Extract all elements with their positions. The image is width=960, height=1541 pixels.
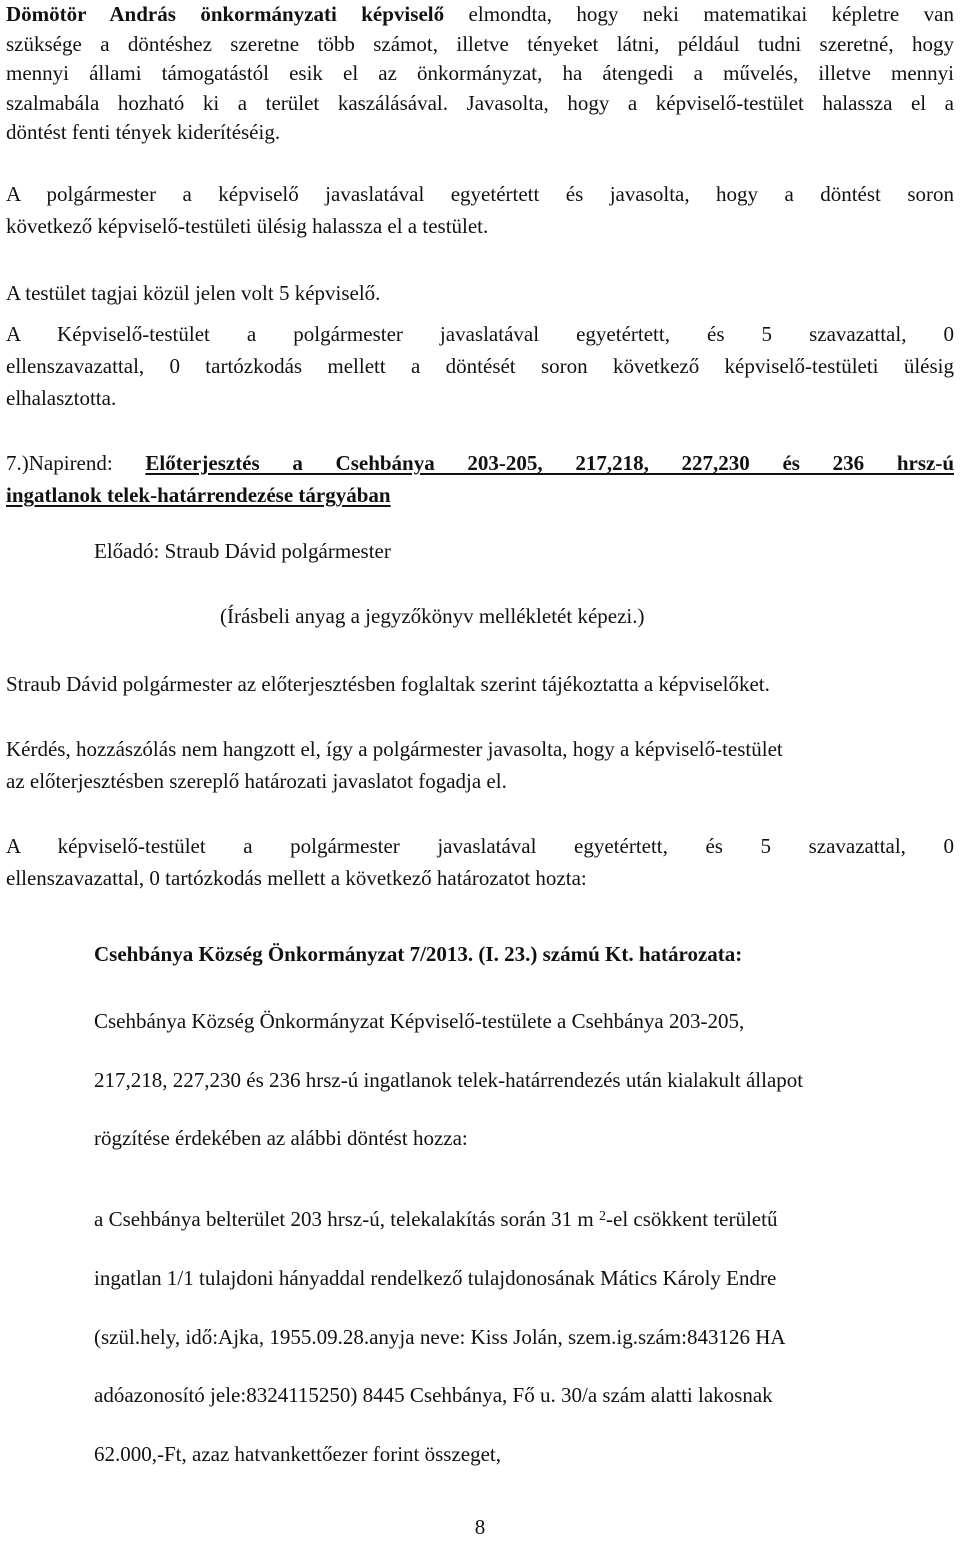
- resolution-item-line-2: ingatlan 1/1 tulajdoni hányaddal rendelkező tulajdonosának Mátics Károly Endre: [94, 1265, 777, 1290]
- unit-superscript: 2: [599, 1209, 607, 1224]
- speaker-name: Dömötör András önkormányzati képviselő: [6, 2, 445, 26]
- paragraph-2-line-2: következő képviselő-testületi ülésig halassza el a testület.: [6, 214, 489, 238]
- resolution-item-line-4: adóazonosító jele:8324115250) 8445 Csehbánya, Fő u. 30/a szám alatti lakosnak: [94, 1383, 773, 1408]
- paragraph-7: [6, 830, 954, 894]
- presenter-line: Előadó: Straub Dávid polgármester: [94, 539, 391, 563]
- agenda-line-2: [6, 479, 954, 511]
- page-number: 8: [474, 1515, 486, 1539]
- paragraph-1-line-2: szüksége a döntéshez szeretne több számot, illetve tényeket látni, például tudni szeretné, hogy: [6, 31, 954, 56]
- paragraph-1-line-4: szalmabála hozható ki a terület kaszálásával. Javasolta, hogy a képviselő-testület halassza el a: [6, 90, 954, 115]
- paragraph-1: [6, 0, 954, 148]
- paragraph-7-line-1: A képviselő-testület a polgármester javaslatával egyetértett, és 5 szavazattal, 0: [6, 834, 954, 858]
- agenda-title: Előterjesztés a Csehbánya 203-205, 217,218, 227,230 és 236 hrsz-ú: [145, 451, 954, 475]
- resolution-body: [94, 992, 954, 1168]
- paragraph-6-line-2: az előterjesztésben szereplő határozati javaslatot fogadja el.: [6, 769, 507, 793]
- resolution-line-3: rögzítése érdekében az alábbi döntést hozza:: [94, 1126, 468, 1150]
- paragraph-4-line-2: ellenszavazattal, 0 tartózkodás mellett a döntését soron következő képviselő-testületi ülésig: [6, 354, 954, 378]
- resolution-item-line-1: a Csehbánya belterület 203 hrsz-ú, telekalakítás során 31 m $^2$-el csökkent területű: [94, 1207, 778, 1231]
- paragraph-1-line-5: döntést fenti tények kiderítéséig.: [6, 120, 281, 144]
- resolution-item-line-5: 62.000,-Ft, azaz hatvankettőezer forint összeget,: [94, 1442, 502, 1467]
- paragraph-4: [6, 318, 954, 414]
- resolution-heading: Csehbánya Község Önkormányzat 7/2013. (I. 23.) számú Kt. határozata:: [94, 942, 743, 966]
- agenda-line-1: [6, 447, 954, 479]
- paragraph-1-line-1: Dömötör András önkormányzati képviselő elmondta, hogy neki matematikai képletre van: [6, 2, 954, 26]
- paragraph-5: Straub Dávid polgármester az előterjesztésben foglaltak szerint tájékoztatta a képviselőket.: [6, 672, 770, 696]
- paragraph-2-line-1: A polgármester a képviselő javaslatával egyetértett és javasolta, hogy a döntést soron: [6, 182, 954, 206]
- agenda-prefix: 7.)Napirend:: [6, 451, 146, 475]
- paragraph-4-line-3: elhalasztotta.: [6, 386, 117, 410]
- paragraph-4-line-1: A Képviselő-testület a polgármester javaslatával egyetértett, és 5 szavazattal, 0: [6, 322, 954, 346]
- resolution-line-2: 217,218, 227,230 és 236 hrsz-ú ingatlanok telek-határrendezés után kialakult állapot: [94, 1067, 804, 1092]
- resolution-item: [94, 1190, 954, 1484]
- paragraph-6: [6, 733, 954, 797]
- paragraph-1-line-3: mennyi állami támogatástól esik el az önkormányzat, ha átengedi a művelés, illetve mennyi: [6, 61, 954, 85]
- paragraph-7-line-2: ellenszavazattal, 0 tartózkodás mellett a következő határozatot hozta:: [6, 866, 587, 890]
- attachment-note: (Írásbeli anyag a jegyzőkönyv mellékletét képezi.): [220, 604, 645, 628]
- paragraph-2: [6, 178, 954, 242]
- paragraph-6-line-1: Kérdés, hozzászólás nem hangzott el, így a polgármester javasolta, hogy a képviselő-testület: [6, 737, 783, 761]
- agenda-title-continued: ingatlanok telek-határrendezése tárgyában: [6, 483, 391, 507]
- resolution-line-1: Csehbánya Község Önkormányzat Képviselő-testülete a Csehbánya 203-205,: [94, 1009, 745, 1033]
- paragraph-3: A testület tagjai közül jelen volt 5 képviselő.: [6, 281, 381, 305]
- agenda-item: [6, 447, 954, 511]
- resolution-item-line-3: (szül.hely, idő:Ajka, 1955.09.28.anyja neve: Kiss Jolán, szem.ig.szám:843126 HA: [94, 1324, 786, 1349]
